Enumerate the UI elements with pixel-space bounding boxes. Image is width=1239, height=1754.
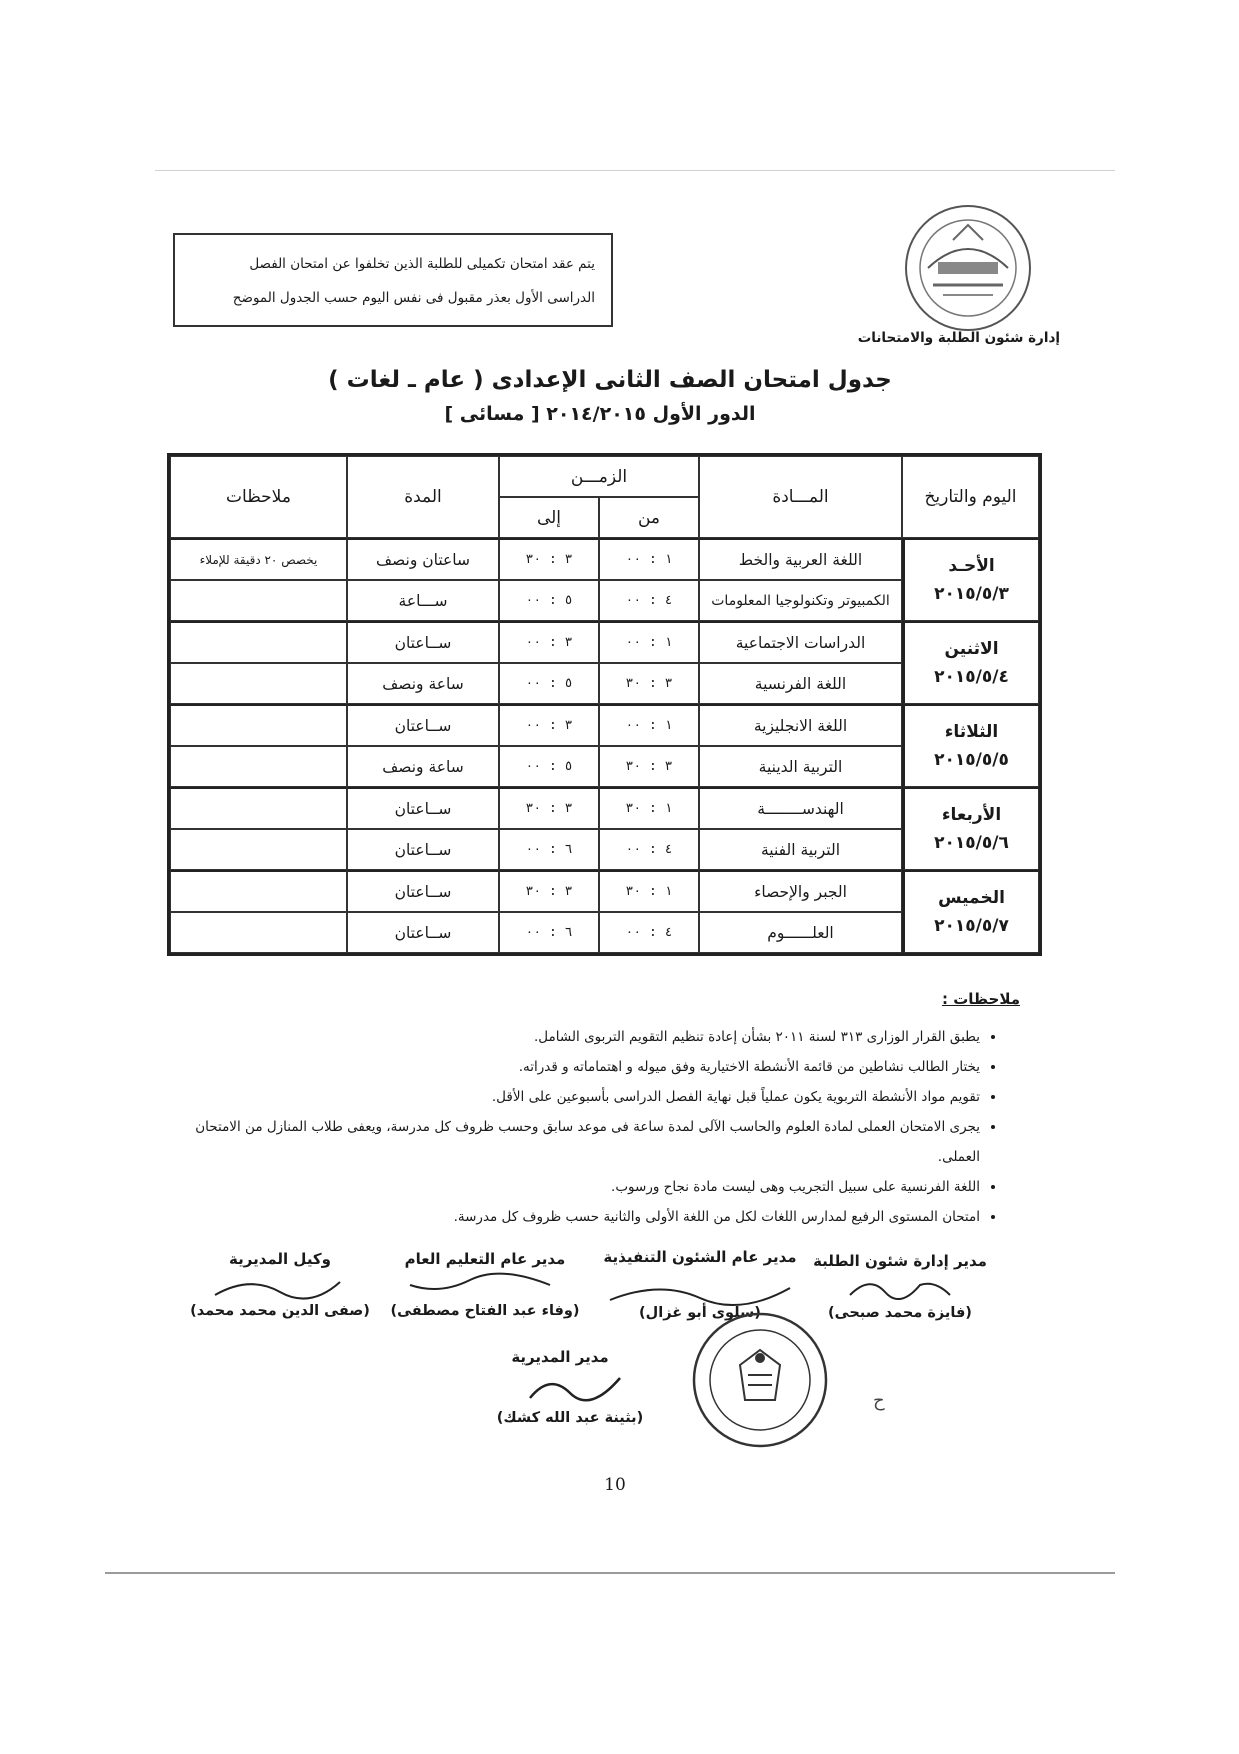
subject-cell: اللغة الانجليزية [699, 704, 902, 746]
day-name: الخميس [938, 888, 1005, 908]
day-cell [902, 787, 1039, 870]
from-cell: ١ : ٣٠ [599, 787, 699, 829]
table-row [170, 704, 1039, 746]
duration-cell: ساعتان ونصف [347, 538, 499, 580]
department-label: إدارة شئون الطلبة والامتحانات [857, 330, 1060, 346]
day-date: ٢٠١٥/٥/٧ [934, 916, 1009, 936]
subject-cell: الدراسات الاجتماعية [699, 621, 902, 663]
duration-cell: ســاعتان [347, 829, 499, 870]
note-item: • تقويم مواد الأنشطة التربوية يكون عملياً قبل نهاية الفصل الدراسى بأسبوعين على الأقل. [180, 1082, 980, 1112]
note-cell [170, 787, 347, 829]
signature-scribble [600, 1270, 800, 1310]
header-from: من [599, 497, 699, 538]
signature-scribble [400, 1265, 570, 1300]
day-date: ٢٠١٥/٥/٥ [934, 750, 1009, 770]
table-row [170, 621, 1039, 663]
from-cell: ١ : ٠٠ [599, 538, 699, 580]
header-day: اليوم والتاريخ [902, 456, 1039, 538]
table-row [170, 870, 1039, 912]
duration-cell: ســاعتان [347, 787, 499, 829]
day-cell [902, 704, 1039, 787]
notice-line-2: الدراسى الأول بعذر مقبول فى نفس اليوم حسب الجدول الموضح [232, 290, 595, 306]
note-cell [170, 870, 347, 912]
header-time: الزمـــن [499, 456, 699, 497]
document-subtitle: الدور الأول ٢٠١٤/٢٠١٥ [ مسائى ] [444, 403, 756, 425]
to-cell: ٦ : ٠٠ [499, 829, 599, 870]
signature-title: مدير إدارة شئون الطلبة [813, 1252, 987, 1270]
duration-cell: ســاعتان [347, 912, 499, 953]
exam-schedule-table [167, 453, 1042, 956]
note-cell [170, 912, 347, 953]
from-cell: ٤ : ٠٠ [599, 580, 699, 621]
subject-cell: الهندســــــــة [699, 787, 902, 829]
day-name: الاثنين [944, 639, 999, 659]
note-cell [170, 746, 347, 787]
day-date: ٢٠١٥/٥/٤ [934, 667, 1009, 687]
duration-cell: ســاعتان [347, 704, 499, 746]
note-cell [170, 663, 347, 704]
from-cell: ١ : ٠٠ [599, 704, 699, 746]
signature-name: (وفاء عبد الفتاح مصطفى) [390, 1303, 580, 1319]
duration-cell: ســـاعة [347, 580, 499, 621]
to-cell: ٥ : ٠٠ [499, 580, 599, 621]
to-cell: ٣ : ٣٠ [499, 787, 599, 829]
signature-name: (صفى الدين محمد محمد) [190, 1303, 370, 1319]
notes-heading: ملاحظات : [941, 990, 1020, 1008]
subject-cell: العلــــــوم [699, 912, 902, 953]
from-cell: ٤ : ٠٠ [599, 912, 699, 953]
to-cell: ٥ : ٠٠ [499, 746, 599, 787]
note-cell [170, 580, 347, 621]
note-item: • يطبق القرار الوزارى ٣١٣ لسنة ٢٠١١ بشأن إعادة تنظيم التقويم التربوى الشامل. [180, 1022, 980, 1052]
subject-cell: الكمبيوتر وتكنولوجيا المعلومات [699, 580, 902, 621]
day-cell [902, 870, 1039, 953]
day-cell [902, 538, 1039, 621]
from-cell: ١ : ٣٠ [599, 870, 699, 912]
to-cell: ٣ : ٠٠ [499, 704, 599, 746]
note-item: • يختار الطالب نشاطين من قائمة الأنشطة الاختيارية وفق ميوله و اهتماماته و قدراته. [180, 1052, 980, 1082]
to-cell: ٥ : ٠٠ [499, 663, 599, 704]
duration-cell: ســاعتان [347, 621, 499, 663]
director-signature-scribble [520, 1368, 630, 1408]
subject-cell: اللغة الفرنسية [699, 663, 902, 704]
directorate-logo [893, 200, 1043, 335]
table-row [170, 787, 1039, 829]
document-title: جدول امتحان الصف الثانى الإعدادى ( عام ـ لغات ) [328, 367, 892, 393]
director-name: (بثينة عبد الله كشك) [496, 1410, 644, 1426]
notes-list [180, 1022, 1002, 1232]
subject-cell: التربية الفنية [699, 829, 902, 870]
subject-cell: التربية الدينية [699, 746, 902, 787]
note-cell [170, 704, 347, 746]
day-date: ٢٠١٥/٥/٣ [934, 584, 1009, 604]
signature-name: (فايزة محمد صبحى) [828, 1305, 972, 1321]
official-seal-icon [690, 1310, 830, 1450]
note-cell: يخصص ٢٠ دقيقة للإملاء [170, 538, 347, 580]
signature-title: مدير عام الشئون التنفيذية [603, 1248, 797, 1266]
header-to: إلى [499, 497, 599, 538]
to-cell: ٣ : ٣٠ [499, 538, 599, 580]
from-cell: ٣ : ٣٠ [599, 663, 699, 704]
note-item: • اللغة الفرنسية على سبيل التجريب وهى ليست مادة نجاح ورسوب. [180, 1172, 980, 1202]
note-cell [170, 829, 347, 870]
note-item: • يجرى الامتحان العملى لمادة العلوم والحاسب الآلى لمدة ساعة فى موعد سابق وحسب ظروف كل مدرسة، ويعفى طلاب المنازل من الامتحان العملى. [180, 1112, 980, 1172]
margin-mark: ح [873, 1390, 885, 1411]
duration-cell: ســاعتان [347, 870, 499, 912]
subject-cell: اللغة العربية والخط [699, 538, 902, 580]
notice-box [173, 233, 613, 327]
day-name: الأحـد [948, 556, 995, 576]
signature-scribble [200, 1270, 350, 1305]
day-name: الأربعاء [941, 805, 1002, 825]
note-cell [170, 621, 347, 663]
day-cell [902, 621, 1039, 704]
to-cell: ٣ : ٠٠ [499, 621, 599, 663]
note-item: • امتحان المستوى الرفيع لمدارس اللغات لكل من اللغة الأولى والثانية حسب ظروف كل مدرسة. [180, 1202, 980, 1232]
top-divider [155, 170, 1115, 171]
subject-cell: الجبر والإحصاء [699, 870, 902, 912]
signature-name: (سلوى أبو غزال) [639, 1305, 761, 1321]
notice-line-1: يتم عقد امتحان تكميلى للطلبة الذين تخلفوا عن امتحان الفصل [249, 256, 595, 272]
header-subject: المـــادة [699, 456, 902, 538]
director-title: مدير المديرية [511, 1348, 609, 1366]
duration-cell: ساعة ونصف [347, 663, 499, 704]
duration-cell: ساعة ونصف [347, 746, 499, 787]
signature-title: مدير عام التعليم العام [404, 1250, 566, 1268]
page-number: 10 [604, 1475, 626, 1495]
table-row [170, 538, 1039, 580]
day-date: ٢٠١٥/٥/٦ [934, 833, 1009, 853]
from-cell: ١ : ٠٠ [599, 621, 699, 663]
header-duration: المدة [347, 456, 499, 538]
from-cell: ٤ : ٠٠ [599, 829, 699, 870]
to-cell: ٦ : ٠٠ [499, 912, 599, 953]
header-notes: ملاحظات [170, 456, 347, 538]
bottom-divider [105, 1572, 1115, 1574]
table-header-row [170, 456, 1039, 497]
signature-scribble [840, 1270, 970, 1305]
signature-title: وكيل المديرية [229, 1250, 331, 1268]
from-cell: ٣ : ٣٠ [599, 746, 699, 787]
to-cell: ٣ : ٣٠ [499, 870, 599, 912]
day-name: الثلاثاء [944, 722, 999, 742]
